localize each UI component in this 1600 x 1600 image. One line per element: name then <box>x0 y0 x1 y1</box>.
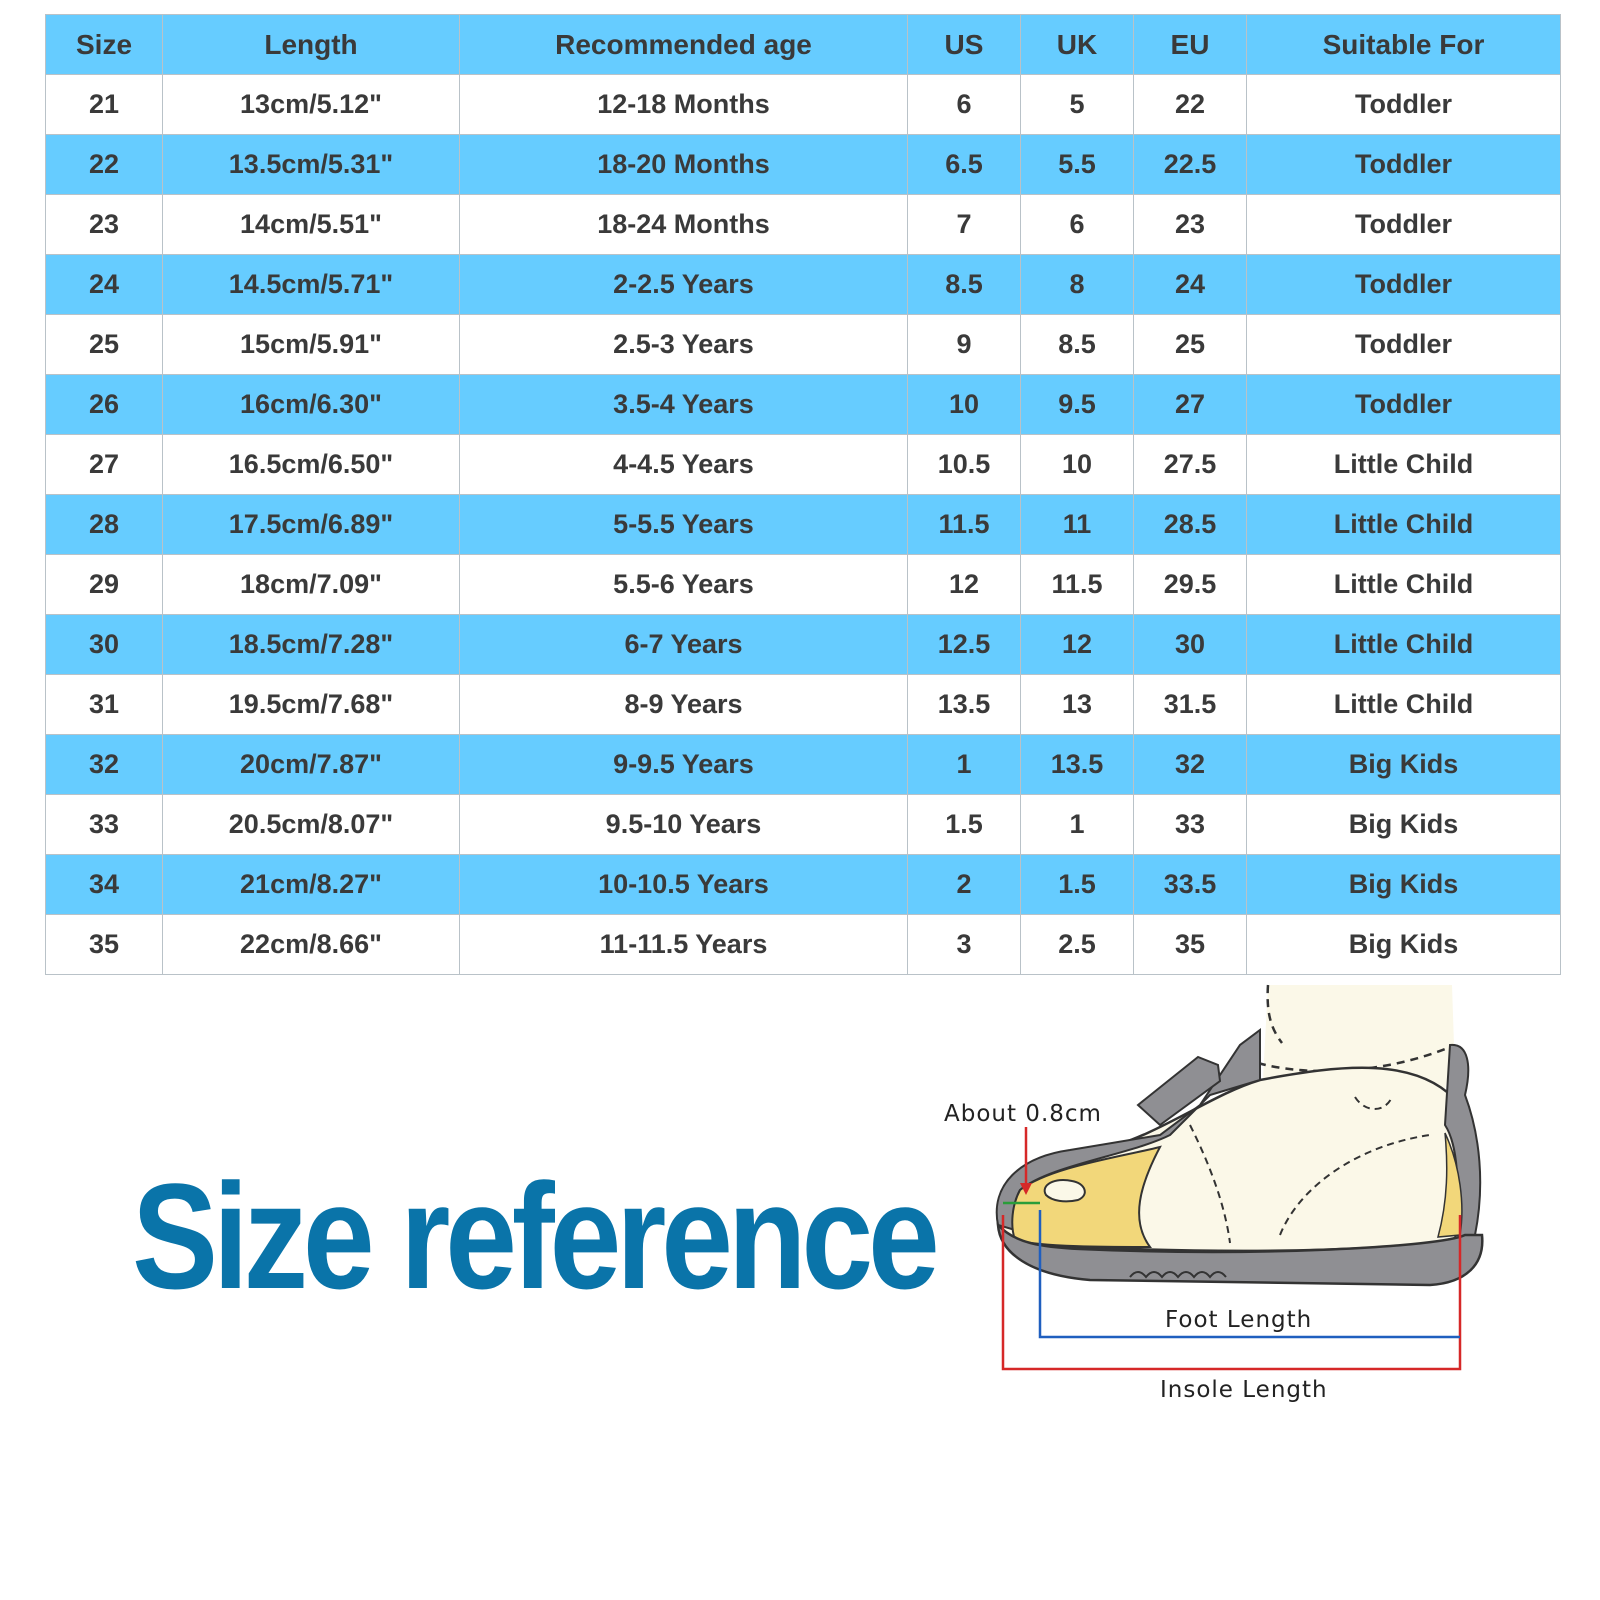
cell-us: 12.5 <box>908 615 1021 675</box>
cell-us: 12 <box>908 555 1021 615</box>
cell-us: 13.5 <box>908 675 1021 735</box>
cell-size: 35 <box>46 915 163 975</box>
cell-eu: 25 <box>1134 315 1247 375</box>
cell-size: 27 <box>46 435 163 495</box>
cell-uk: 12 <box>1021 615 1134 675</box>
cell-length: 15cm/5.91" <box>163 315 460 375</box>
cell-length: 14.5cm/5.71" <box>163 255 460 315</box>
cell-suitable-for: Toddler <box>1247 75 1561 135</box>
cell-size: 24 <box>46 255 163 315</box>
cell-uk: 9.5 <box>1021 375 1134 435</box>
table-row <box>46 495 1561 555</box>
header-us: US <box>908 15 1021 75</box>
cell-size: 22 <box>46 135 163 195</box>
cell-suitable-for: Little Child <box>1247 675 1561 735</box>
cell-suitable-for: Toddler <box>1247 255 1561 315</box>
cell-size: 30 <box>46 615 163 675</box>
shoe-illustration <box>944 985 1560 1445</box>
table-row <box>46 315 1561 375</box>
toe-gap-label: About 0.8cm <box>944 1101 1102 1127</box>
cell-us: 6.5 <box>908 135 1021 195</box>
cell-recommended-age: 3.5-4 Years <box>460 375 908 435</box>
cell-length: 16.5cm/6.50" <box>163 435 460 495</box>
cell-eu: 22.5 <box>1134 135 1247 195</box>
cell-recommended-age: 9-9.5 Years <box>460 735 908 795</box>
cell-recommended-age: 2.5-3 Years <box>460 315 908 375</box>
cell-us: 2 <box>908 855 1021 915</box>
cell-uk: 13.5 <box>1021 735 1134 795</box>
cell-eu: 23 <box>1134 195 1247 255</box>
cell-length: 20cm/7.87" <box>163 735 460 795</box>
page-title: Size reference <box>132 1152 935 1320</box>
cell-uk: 10 <box>1021 435 1134 495</box>
cell-size: 31 <box>46 675 163 735</box>
header-suitable-for: Suitable For <box>1247 15 1561 75</box>
cell-length: 17.5cm/6.89" <box>163 495 460 555</box>
cell-recommended-age: 6-7 Years <box>460 615 908 675</box>
cell-recommended-age: 10-10.5 Years <box>460 855 908 915</box>
cell-eu: 31.5 <box>1134 675 1247 735</box>
cell-uk: 1.5 <box>1021 855 1134 915</box>
cell-recommended-age: 2-2.5 Years <box>460 255 908 315</box>
cell-suitable-for: Little Child <box>1247 555 1561 615</box>
cell-length: 16cm/6.30" <box>163 375 460 435</box>
cell-recommended-age: 4-4.5 Years <box>460 435 908 495</box>
cell-size: 29 <box>46 555 163 615</box>
header-eu: EU <box>1134 15 1247 75</box>
table-row <box>46 675 1561 735</box>
cell-suitable-for: Big Kids <box>1247 855 1561 915</box>
cell-uk: 6 <box>1021 195 1134 255</box>
cell-uk: 8.5 <box>1021 315 1134 375</box>
cell-eu: 29.5 <box>1134 555 1247 615</box>
cell-us: 1.5 <box>908 795 1021 855</box>
cell-size: 26 <box>46 375 163 435</box>
cell-us: 9 <box>908 315 1021 375</box>
cell-suitable-for: Little Child <box>1247 435 1561 495</box>
cell-us: 10.5 <box>908 435 1021 495</box>
cell-size: 33 <box>46 795 163 855</box>
cell-eu: 24 <box>1134 255 1247 315</box>
cell-length: 13.5cm/5.31" <box>163 135 460 195</box>
cell-length: 18cm/7.09" <box>163 555 460 615</box>
table-row <box>46 75 1561 135</box>
cell-us: 11.5 <box>908 495 1021 555</box>
foot-measurement-diagram <box>944 985 1560 1445</box>
cell-length: 20.5cm/8.07" <box>163 795 460 855</box>
cell-length: 13cm/5.12" <box>163 75 460 135</box>
cell-eu: 27 <box>1134 375 1247 435</box>
header-size: Size <box>46 15 163 75</box>
cell-uk: 11.5 <box>1021 555 1134 615</box>
cell-length: 19.5cm/7.68" <box>163 675 460 735</box>
cell-size: 21 <box>46 75 163 135</box>
cell-length: 21cm/8.27" <box>163 855 460 915</box>
cell-size: 23 <box>46 195 163 255</box>
cell-recommended-age: 8-9 Years <box>460 675 908 735</box>
table-row <box>46 915 1561 975</box>
cell-eu: 28.5 <box>1134 495 1247 555</box>
cell-uk: 11 <box>1021 495 1134 555</box>
cell-us: 7 <box>908 195 1021 255</box>
cell-suitable-for: Toddler <box>1247 195 1561 255</box>
foot-length-label: Foot Length <box>1165 1307 1313 1333</box>
header-uk: UK <box>1021 15 1134 75</box>
cell-eu: 27.5 <box>1134 435 1247 495</box>
table-row <box>46 615 1561 675</box>
insole-length-label: Insole Length <box>1160 1377 1328 1403</box>
cell-size: 32 <box>46 735 163 795</box>
table-header-row <box>46 15 1561 75</box>
cell-uk: 5.5 <box>1021 135 1134 195</box>
table-row <box>46 255 1561 315</box>
cell-us: 1 <box>908 735 1021 795</box>
header-length: Length <box>163 15 460 75</box>
cell-eu: 30 <box>1134 615 1247 675</box>
cell-recommended-age: 9.5-10 Years <box>460 795 908 855</box>
table-row <box>46 555 1561 615</box>
cell-size: 34 <box>46 855 163 915</box>
cell-us: 3 <box>908 915 1021 975</box>
cell-uk: 2.5 <box>1021 915 1134 975</box>
table-row <box>46 375 1561 435</box>
table-row <box>46 135 1561 195</box>
cell-suitable-for: Little Child <box>1247 495 1561 555</box>
cell-recommended-age: 12-18 Months <box>460 75 908 135</box>
cell-eu: 22 <box>1134 75 1247 135</box>
cell-us: 10 <box>908 375 1021 435</box>
cell-recommended-age: 5-5.5 Years <box>460 495 908 555</box>
cell-length: 14cm/5.51" <box>163 195 460 255</box>
size-chart-table <box>45 14 1561 975</box>
cell-us: 8.5 <box>908 255 1021 315</box>
cell-suitable-for: Big Kids <box>1247 795 1561 855</box>
cell-recommended-age: 18-20 Months <box>460 135 908 195</box>
cell-uk: 5 <box>1021 75 1134 135</box>
cell-size: 28 <box>46 495 163 555</box>
table-row <box>46 795 1561 855</box>
cell-recommended-age: 5.5-6 Years <box>460 555 908 615</box>
table-row <box>46 855 1561 915</box>
cell-uk: 13 <box>1021 675 1134 735</box>
header-recommended-age: Recommended age <box>460 15 908 75</box>
cell-eu: 33 <box>1134 795 1247 855</box>
toe-detail <box>1045 1180 1085 1201</box>
cell-eu: 32 <box>1134 735 1247 795</box>
table-row <box>46 195 1561 255</box>
cell-uk: 1 <box>1021 795 1134 855</box>
cell-suitable-for: Big Kids <box>1247 735 1561 795</box>
cell-suitable-for: Little Child <box>1247 615 1561 675</box>
cell-suitable-for: Toddler <box>1247 315 1561 375</box>
cell-length: 22cm/8.66" <box>163 915 460 975</box>
cell-eu: 33.5 <box>1134 855 1247 915</box>
table-row <box>46 435 1561 495</box>
cell-suitable-for: Big Kids <box>1247 915 1561 975</box>
cell-suitable-for: Toddler <box>1247 135 1561 195</box>
cell-length: 18.5cm/7.28" <box>163 615 460 675</box>
cell-size: 25 <box>46 315 163 375</box>
cell-suitable-for: Toddler <box>1247 375 1561 435</box>
table-row <box>46 735 1561 795</box>
cell-recommended-age: 18-24 Months <box>460 195 908 255</box>
cell-eu: 35 <box>1134 915 1247 975</box>
cell-uk: 8 <box>1021 255 1134 315</box>
cell-recommended-age: 11-11.5 Years <box>460 915 908 975</box>
cell-us: 6 <box>908 75 1021 135</box>
